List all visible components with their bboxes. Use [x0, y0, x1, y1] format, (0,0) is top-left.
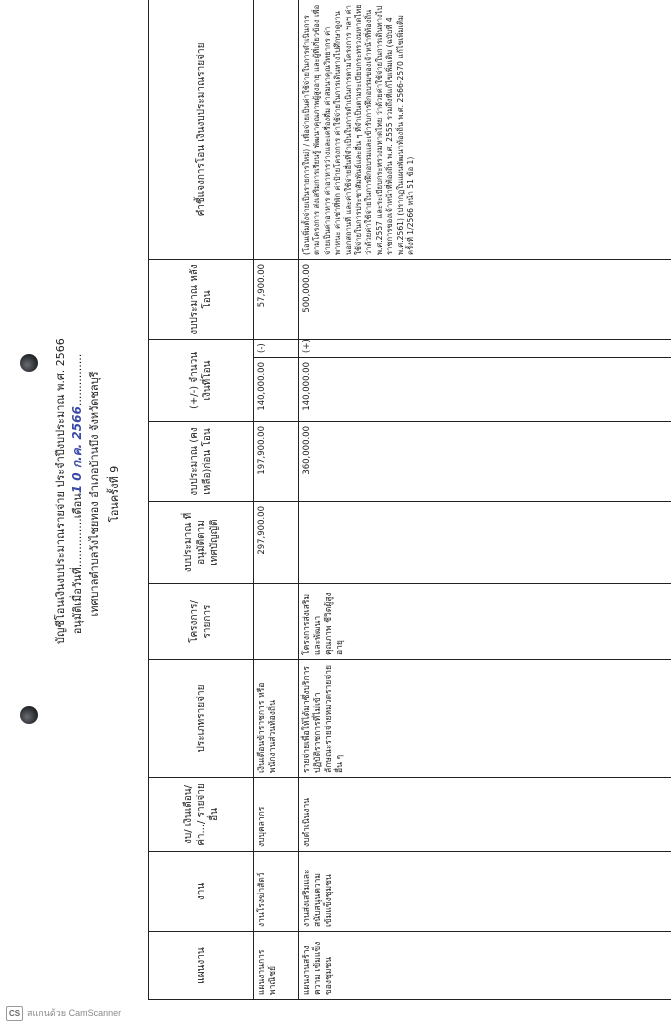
approval-date-handwritten: 1 0 ก.ค. 2566 [70, 406, 84, 494]
approval-date-prefix: อนุมัติเมื่อวันที่..............เดือน [71, 493, 84, 635]
cell-before: 197,900.00 [254, 422, 299, 502]
transfer-number: โอนครั้งที่ 9 [108, 465, 121, 523]
budget-transfer-table [148, 0, 671, 1000]
cell-before: 360,000.00 [299, 422, 671, 502]
punch-hole-right [20, 354, 38, 372]
col-header-before: งบประมาณ (คงเหลือ)ก่อน โอน [149, 422, 254, 502]
col-header-approved: งบประมาณ ที่อนุมัติตาม เทศบัญญัติ [149, 502, 254, 584]
cell-note [254, 0, 299, 259]
cell-project: โครงการส่งเสริม และพัฒนาคุณภาพ ชีวิตผู้สูงอายุ [299, 584, 671, 660]
col-header-plan: แผนงาน [149, 932, 254, 1000]
punch-hole-left [20, 706, 38, 724]
cell-work: งานโรงฆ่าสัตว์ [254, 852, 299, 932]
col-header-after: งบประมาณ หลังโอน [149, 259, 254, 339]
table-row [254, 0, 299, 1000]
scanner-watermark-text: สแกนด้วย CamScanner [27, 1008, 122, 1018]
col-header-budget-type: งบ/ เงินเดือน/ ค่า.../ รายจ่ายอื่น [149, 778, 254, 852]
scanner-watermark [0, 1002, 671, 1024]
col-header-amount: (+/-) จำนวน เงินที่โอน [149, 339, 254, 421]
cell-work: งานส่งเสริมและ สนับสนุนความ เข้มแข็งชุมชน [299, 852, 671, 932]
table-header-row [149, 0, 254, 1000]
cell-amount: 140,000.00 [254, 358, 299, 422]
col-header-expense-type: ประเภทรายจ่าย [149, 660, 254, 778]
col-header-work: งาน [149, 852, 254, 932]
cell-sign: (-) [254, 339, 299, 357]
cell-approved [299, 502, 671, 584]
cell-approved: 297,900.00 [254, 502, 299, 584]
approval-date-suffix: ............... [71, 353, 84, 407]
cell-amount: 140,000.00 [299, 358, 671, 422]
cell-after: 500,000.00 [299, 259, 671, 339]
cell-budget-type: งบดำเนินงาน [299, 778, 671, 852]
approval-date-line [70, 344, 85, 644]
cell-sign: (+) [299, 339, 671, 357]
cell-budget-type: งบบุคลากร [254, 778, 299, 852]
doc-title: บัญชีโอนเงินงบประมาณรายจ่าย ประจำปีงบประมาณ พ.ศ. 2566 [54, 338, 67, 644]
col-header-note: คำชี้แจงการโอน เงินงบประมาณรายจ่าย [149, 0, 254, 259]
col-header-project: โครงการ/ รายการ [149, 584, 254, 660]
cell-note: (โอนเพิ่มตั้งจ่ายเป็นรายการใหม่) / เพื่อจ่ายเป็นค่าใช้จ่ายในการดำเนินการตามโครงการ ส่งเสริมการเรียนรู้ พัฒนาคุณภาพผู้สูงอายุ และผู้ที่เกี่ยวข้อง เพื่อจ่ายเป็นค่าอาหาร ค่าอาหารว่างและเครื่องดื่ม ค่าสมนาคุณวิทยากร ค่าพาหนะ ค่าเช่าที่พัก ค่าป้ายโครงการ ค่าใช้จ่ายในการเดินทางไปศึกษาดูงานนอกสถานที่ และค่าใช้จ่ายอื่นที่จำเป็นในการดำเนินการตามโครงการ ฯลฯ ค่าใช้จ่ายในการประชาสัมพันธ์และอื่น ๆ ที่จำเป็นตามระเบียบกระทรวงมหาดไทย ว่าด้วยค่าใช้จ่ายในการฝึกอบรมและเข้ารับการฝึกอบรมของเจ้าหน้าที่ท้องถิ่น พ.ศ.2557 และระเบียบกระทรวงมหาดไทย ว่าด้วยค่าใช้จ่ายในการเดินทางไปราชการของเจ้าหน้าที่ท้องถิ่น พ.ศ. 2555 รวมถึงที่แก้ไขเพิ่มเติม (ฉบับที่ 4 พ.ศ.2561) (ปรากฏในแผนพัฒนาท้องถิ่น พ.ศ. 2566-2570 แก้ไขเพิ่มเติม ครั้งที่ 1/2566 หน้า 51 ข้อ 1) [299, 0, 671, 259]
cell-expense-type: รายจ่ายเพื่อให้ได้มาซึ่งบริการ ปฏิบัติราชการที่ไม่เข้า ลักษณะรายจ่ายหมวดรายจ่าย อื่น ๆ [299, 660, 671, 778]
camscanner-logo-icon: CS [6, 1006, 23, 1021]
cell-project [254, 584, 299, 660]
cell-expense-type: เงินเดือนข้าราชการ หรือ พนักงานส่วนท้องถิ่น [254, 660, 299, 778]
table-row [299, 0, 671, 1000]
cell-plan: แผนงานการพาณิชย์ [254, 932, 299, 1000]
cell-plan: แผนงานสร้างความ เข้มแข็งของชุมชน [299, 932, 671, 1000]
organization-line: เทศบาลตำบลวังไชยทอง อำเภอบ้านบึง จังหวัดชลบุรี [88, 371, 101, 617]
cell-after: 57,900.00 [254, 259, 299, 339]
